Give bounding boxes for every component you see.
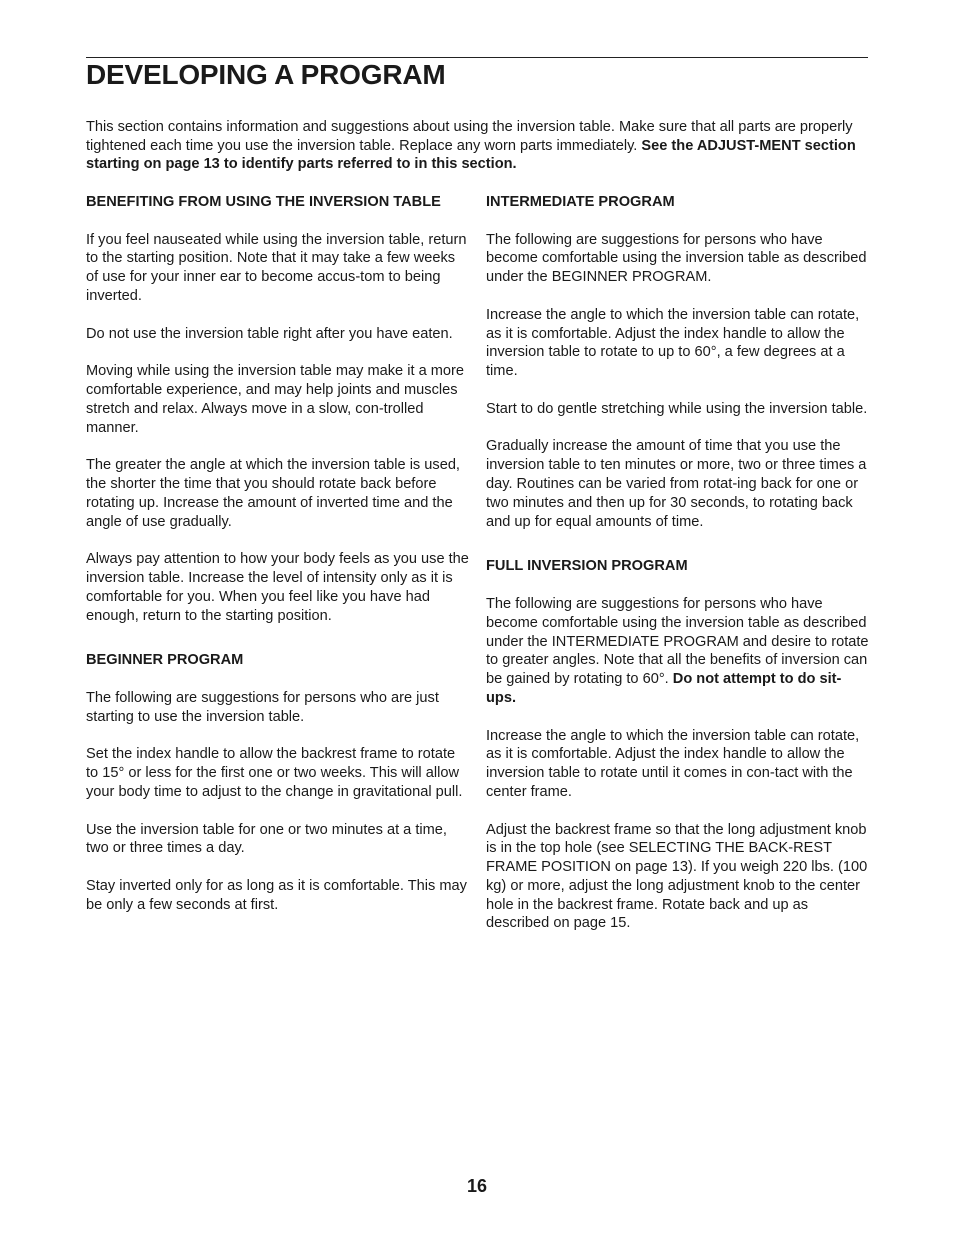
full-inversion-paragraph-3: Adjust the backrest frame so that the long adjustment knob is in the top hole (see SELECTING THE BACK-REST FRAME POSITION on page 13). If you weigh 220 lbs. (100 kg) or more, adjust the long adjustment knob to the center hole in the backrest frame. Rotate back and up as described on page 15. xyxy=(486,821,868,932)
full-inversion-paragraph-2: Increase the angle to which the inversion table can rotate, as it is comfortable. Adjust the index handle to allow the inversion table to rotate until it comes in con-tact with the center frame. xyxy=(486,727,860,800)
intermediate-paragraph-2: Increase the angle to which the inversion table can rotate, as it is comfortable. Adjust the index handle to allow the inversion table to rotate to up to 60°, a few degrees at a time. xyxy=(486,306,860,380)
intermediate-paragraph-4: Gradually increase the amount of time that you use the inversion table to ten minutes or more, two or three times a day. Routines can be varied from rotat-ing back for one or two minutes and then up for 30 seconds, to rotating back and up for equal amounts of time. xyxy=(486,438,867,530)
benefiting-paragraph-4: The greater the angle at which the inversion table is used, the shorter the time that you should rotate back before rotating up. Increase the amount of inverted time and the angle of use gradually. xyxy=(86,457,460,530)
intro-paragraph xyxy=(86,118,868,174)
intro-bold-text: See the ADJUST-MENT section starting on page 13 to identify parts referred to in this section. xyxy=(86,137,856,173)
intermediate-heading: INTERMEDIATE PROGRAM xyxy=(486,194,675,210)
intermediate-paragraph-1: The following are suggestions for persons who have become comfortable using the inversion table as described under the BEGINNER PROGRAM. xyxy=(486,231,867,286)
full-inversion-paragraph-1 xyxy=(486,595,870,708)
intermediate-paragraph-3: Start to do gentle stretching while using the inversion table. xyxy=(486,400,868,417)
page-title: DEVELOPING A PROGRAM xyxy=(86,59,446,90)
intro-text: This section contains information and suggestions about using the inversion table. Make sure that all parts are properly tightened each time you use the inversion table. Replace any worn parts immediately. xyxy=(86,119,853,154)
benefiting-paragraph-2: Do not use the inversion table right after you have eaten. xyxy=(86,325,453,342)
beginner-paragraph-3: Use the inversion table for one or two minutes at a time, two or three times a day. xyxy=(86,821,447,857)
benefiting-paragraph-1: If you feel nauseated while using the inversion table, return to the starting position. Note that it may take a few weeks of use for your inner ear to become accus-tom to being inverted. xyxy=(86,231,467,304)
benefiting-heading: BENEFITING FROM USING THE INVERSION TABLE xyxy=(86,194,441,210)
right-column xyxy=(486,193,870,933)
page-number: 16 xyxy=(466,1176,488,1196)
full-inversion-heading: FULL INVERSION PROGRAM xyxy=(486,558,688,575)
beginner-heading: BEGINNER PROGRAM xyxy=(86,652,244,669)
beginner-paragraph-1: The following are suggestions for persons who are just starting to use the inversion table. xyxy=(86,689,439,725)
beginner-paragraph-2: Set the index handle to allow the backrest frame to rotate to 15° or less for the first one or two weeks. This will allow your body time to adjust to the change in gravitational pull. xyxy=(86,746,463,800)
benefiting-paragraph-5: Always pay attention to how your body feels as you use the inversion table. Increase the level of intensity only as it is comfortable for you. When you feel like you have had enough, return to the starting position. xyxy=(86,551,469,624)
benefiting-paragraph-3: Moving while using the inversion table may make it a more comfortable experience, and may help joints and muscles stretch and relax. Always move in a slow, con-trolled manner. xyxy=(86,363,464,436)
beginner-paragraph-4: Stay inverted only for as long as it is comfortable. This may be only a few seconds at first. xyxy=(86,877,467,913)
left-column xyxy=(86,193,470,914)
full-inversion-p1-bold: Do not attempt to do sit-ups. xyxy=(486,671,842,706)
full-inversion-p1-text: The following are suggestions for persons who have become comfortable using the inversion table as described under the INTERMEDIATE PROGRAM and desire to rotate to greater angles. Note that all the benefits of inversion can be gained by rotating to 60°. xyxy=(486,595,869,688)
